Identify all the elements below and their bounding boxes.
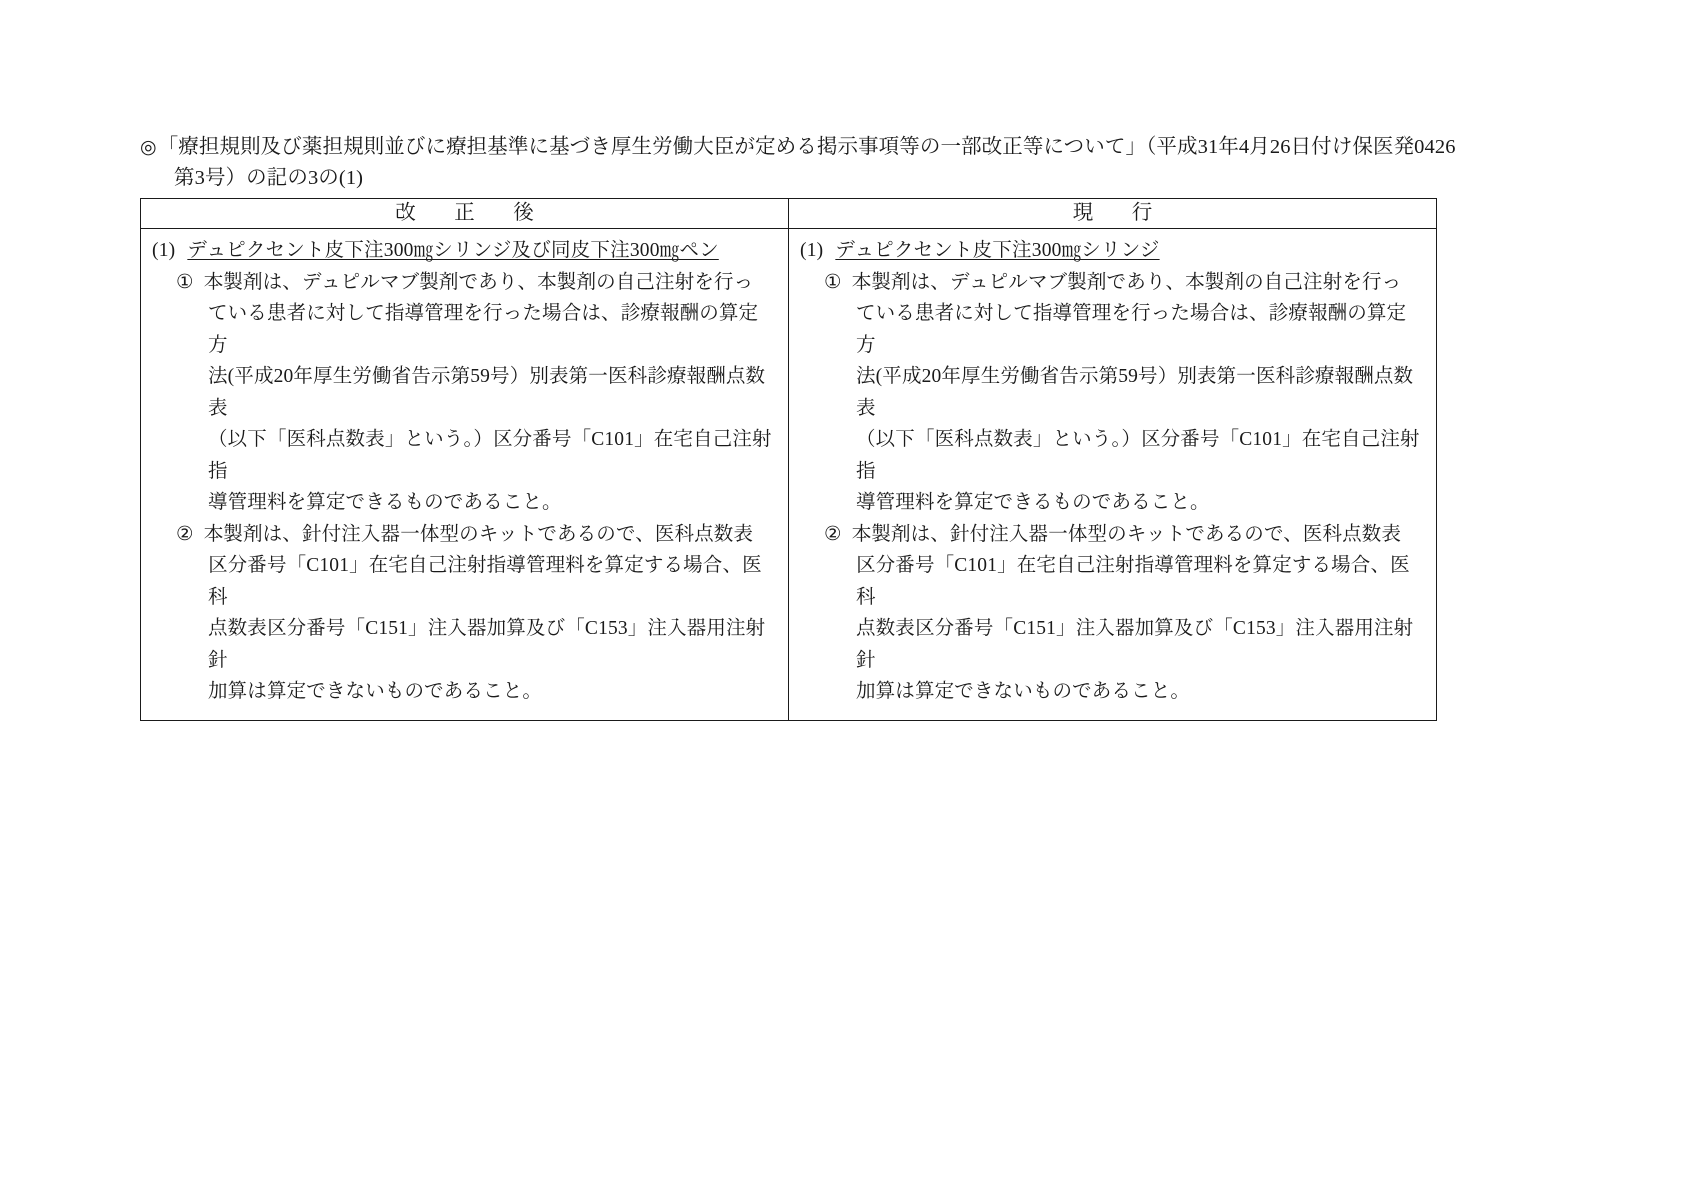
current-item-1-line-1: 本製剤は、デュピルマブ製剤であり、本製剤の自己注射を行っ bbox=[851, 271, 1402, 293]
current-item-2-marker: ② bbox=[824, 523, 842, 545]
list-item bbox=[800, 267, 1425, 519]
cell-current bbox=[789, 229, 1437, 721]
revised-section-title: デュピクセント皮下注300㎎シリンジ及び同皮下注300㎎ペン bbox=[187, 240, 719, 261]
revised-item-1-marker: ① bbox=[176, 271, 194, 293]
table-header-row bbox=[141, 199, 1437, 229]
current-item-2-line-4: 加算は算定できないものであること。 bbox=[856, 681, 1191, 702]
revised-item-1-line-4: （以下「医科点数表」という。）区分番号「C101」在宅自己注射指 bbox=[208, 429, 772, 482]
cell-revised bbox=[141, 229, 789, 721]
current-item-1-line-3: 法(平成20年厚生労働省告示第59号）別表第一医科診療報酬点数表 bbox=[856, 366, 1414, 419]
revised-item-1-line-1: 本製剤は、デュピルマブ製剤であり、本製剤の自己注射を行っ bbox=[203, 271, 754, 293]
bullet-marker-icon: ◎ bbox=[140, 137, 157, 158]
column-header-revised-label: 改 正 後 bbox=[395, 202, 543, 224]
revised-section-heading bbox=[152, 235, 777, 267]
column-header-current-label: 現 行 bbox=[1072, 202, 1162, 224]
current-item-2-line-1: 本製剤は、針付注入器一体型のキットであるので、医科点数表 bbox=[851, 523, 1402, 545]
heading-line-1 bbox=[140, 132, 1560, 163]
revised-item-1-line-3: 法(平成20年厚生労働省告示第59号）別表第一医科診療報酬点数表 bbox=[208, 366, 766, 419]
current-item-2-line-3: 点数表区分番号「C151」注入器加算及び「C153」注入器用注射針 bbox=[856, 618, 1414, 671]
list-item bbox=[152, 267, 777, 519]
heading-text-line-2: 第3号）の記の3の(1) bbox=[174, 167, 364, 189]
document-heading bbox=[140, 132, 1560, 193]
revised-item-1-line-5: 導管理料を算定できるものであること。 bbox=[208, 492, 562, 513]
current-item-2-line-2: 区分番号「C101」在宅自己注射指導管理料を算定する場合、医科 bbox=[856, 555, 1410, 608]
current-item-1-line-4: （以下「医科点数表」という。）区分番号「C101」在宅自己注射指 bbox=[856, 429, 1420, 482]
revised-item-2-line-1: 本製剤は、針付注入器一体型のキットであるので、医科点数表 bbox=[203, 523, 754, 545]
cell-revised-body bbox=[141, 229, 788, 720]
cell-current-body bbox=[789, 229, 1436, 720]
revised-item-2-line-2: 区分番号「C101」在宅自己注射指導管理料を算定する場合、医科 bbox=[208, 555, 762, 608]
current-section-number: (1) bbox=[800, 240, 824, 261]
current-section-title: デュピクセント皮下注300㎎シリンジ bbox=[835, 240, 1160, 261]
current-section-heading bbox=[800, 235, 1425, 267]
comparison-table bbox=[140, 198, 1437, 721]
revised-item-2-line-4: 加算は算定できないものであること。 bbox=[208, 681, 543, 702]
list-item bbox=[152, 519, 777, 708]
column-header-revised bbox=[141, 199, 789, 229]
revised-section-number: (1) bbox=[152, 240, 176, 261]
heading-line-2 bbox=[140, 163, 1560, 193]
revised-item-2-marker: ② bbox=[176, 523, 194, 545]
list-item bbox=[800, 519, 1425, 708]
current-item-1-marker: ① bbox=[824, 271, 842, 293]
revised-item-2-line-3: 点数表区分番号「C151」注入器加算及び「C153」注入器用注射針 bbox=[208, 618, 766, 671]
column-header-current bbox=[789, 199, 1437, 229]
revised-item-1-line-2: ている患者に対して指導管理を行った場合は、診療報酬の算定方 bbox=[208, 303, 759, 356]
heading-text-line-1: 「療担規則及び薬担規則並びに療担基準に基づき厚生労働大臣が定める掲示事項等の一部改正等について」（平成31年4月26日付け保医発0426 bbox=[157, 136, 1456, 158]
table-row bbox=[141, 229, 1437, 721]
current-item-1-line-2: ている患者に対して指導管理を行った場合は、診療報酬の算定方 bbox=[856, 303, 1407, 356]
current-item-1-line-5: 導管理料を算定できるものであること。 bbox=[856, 492, 1210, 513]
